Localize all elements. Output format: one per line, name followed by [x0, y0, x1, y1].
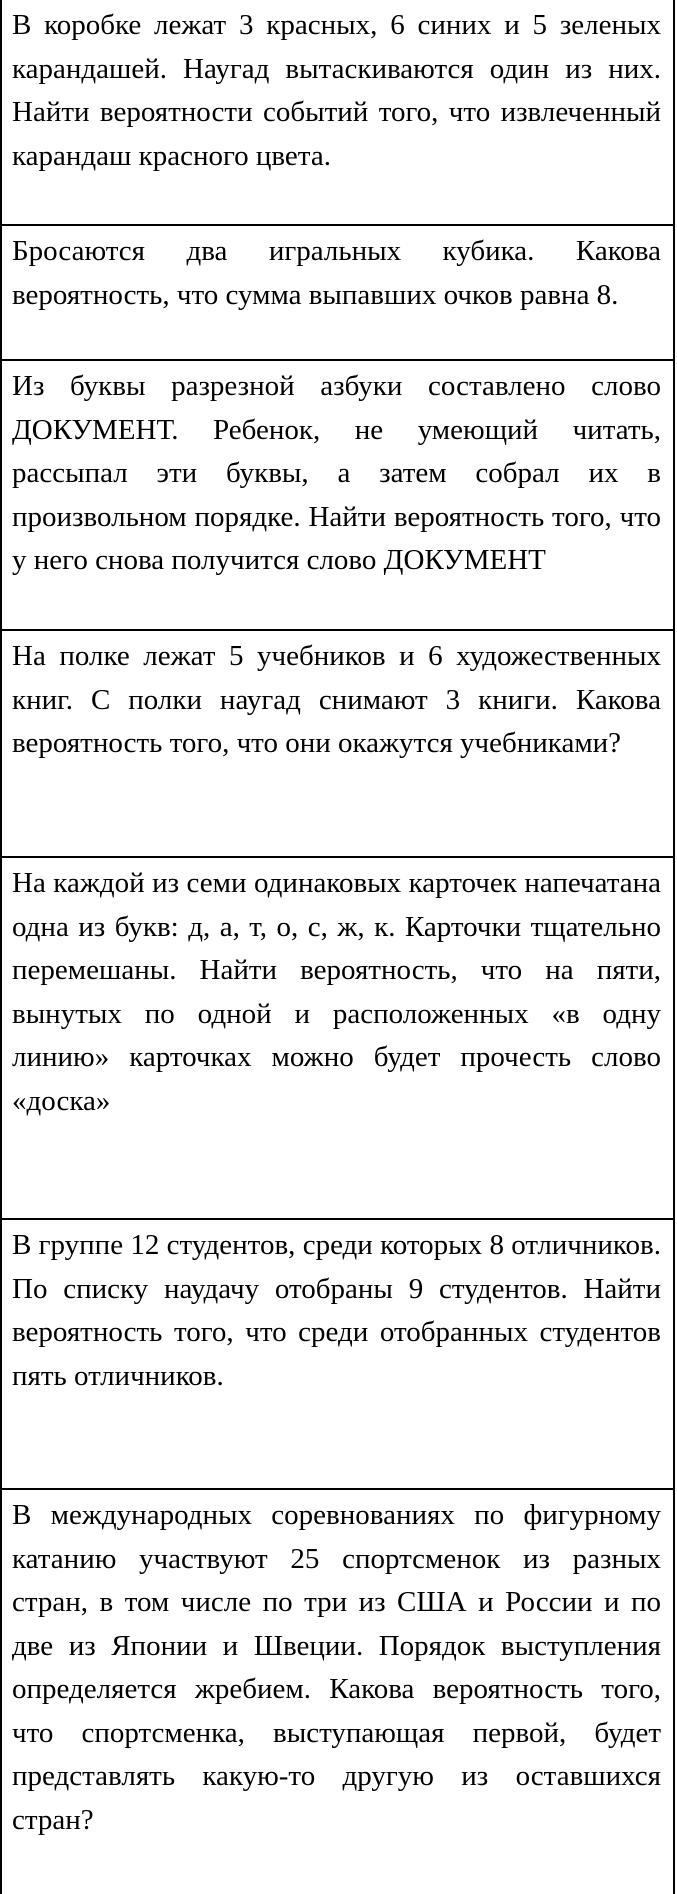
- problem-cell: В международных соревнованиях по фигурному катанию участвуют 25 спортсменок из разных стран, в том числе по три из США и России и по две из Японии и Швеции. Порядок выступления определяется жребием. Какова вероятность того, что спортсменка, выступающая первой, будет представлять какую-то другую из оставшихся стран?: [2, 1488, 673, 1894]
- problem-cell: На полке лежат 5 учебников и 6 художественных книг. С полки наугад снимают 3 книги. Какова вероятность того, что они окажутся учебниками?: [2, 629, 673, 856]
- problem-cell: В группе 12 студентов, среди которых 8 отличников. По списку наудачу отобраны 9 студентов. Найти вероятность того, что среди отобранных студентов пять отличников.: [2, 1218, 673, 1488]
- problem-cell: Бросаются два игральных кубика. Какова вероятность, что сумма выпавших очков равна 8.: [2, 224, 673, 359]
- problem-cell: На каждой из семи одинаковых карточек напечатана одна из букв: д, а, т, о, с, ж, к. Карточки тщательно перемешаны. Найти вероятность, что на пяти, вынутых по одной и расположенных «в одну линию» карточках можно будет прочесть слово «доска»: [2, 856, 673, 1218]
- problem-cell: В коробке лежат 3 красных, 6 синих и 5 зеленых карандашей. Наугад вытаскиваются один из них. Найти вероятности событий того, что извлеченный карандаш красного цвета.: [12, 9, 661, 172]
- problem-cell: Из буквы разрезной азбуки составлено слово ДОКУМЕНТ. Ребенок, не умеющий читать, рассыпал эти буквы, а затем собрал их в произвольном порядке. Найти вероятность того, что у него снова получится слово ДОКУМЕНТ: [2, 359, 673, 629]
